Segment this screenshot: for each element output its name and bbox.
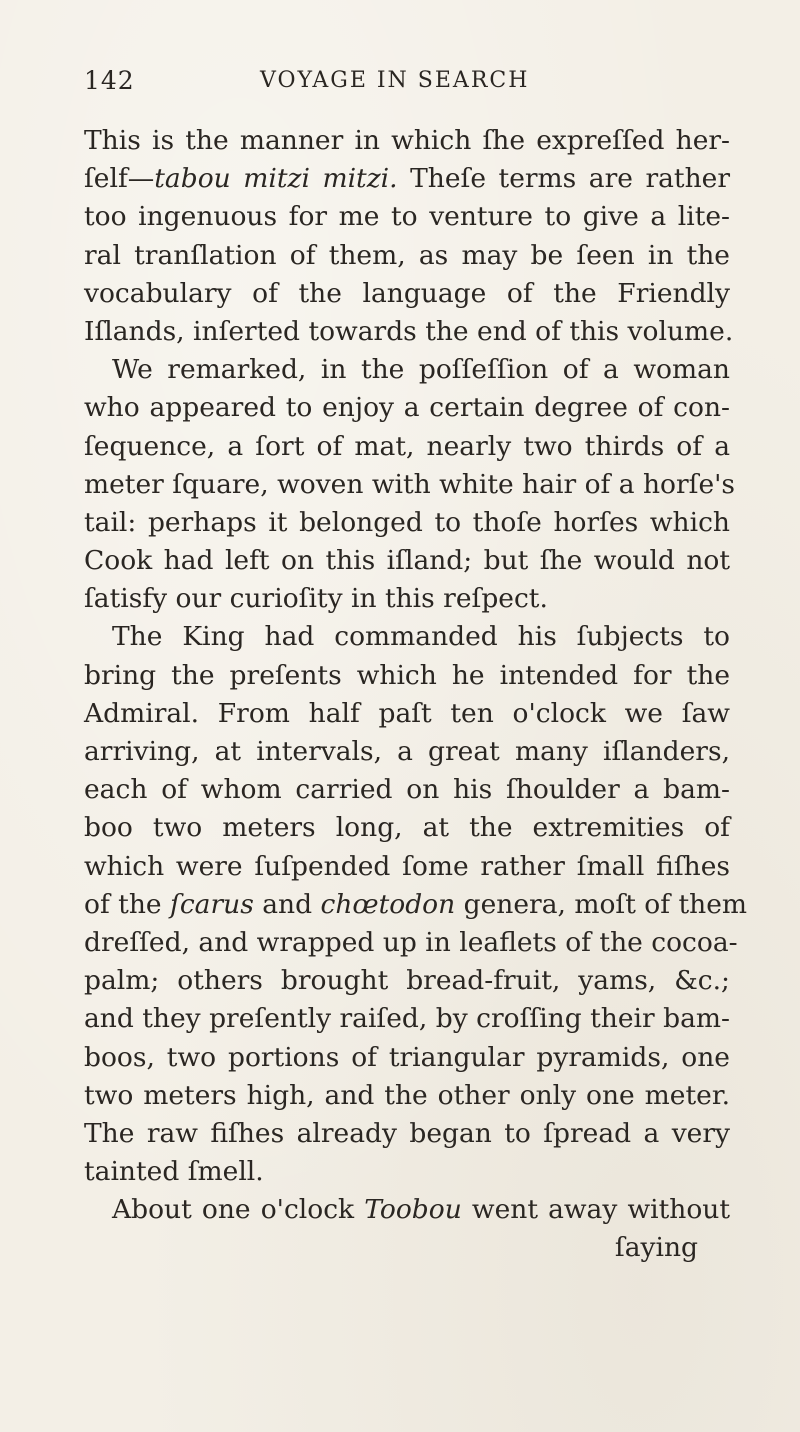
text-line-23: palm; others brought bread-fruit, yams, &c.; xyxy=(84,965,730,997)
text-line-8: who appeared to enjoy a certain degree of con- xyxy=(84,392,730,424)
text-line-25: boos, two portions of triangular pyramids, one xyxy=(84,1041,730,1073)
text-line-4: ral tranſlation of them, as may be ſeen in the xyxy=(84,239,730,271)
text-line-3: too ingenuous for me to venture to give a lite- xyxy=(84,201,730,233)
text-line-18: each of whom carried on his ſhoulder a bam- xyxy=(84,774,730,806)
text-line-11: tail: perhaps it belonged to thoſe horſes which xyxy=(84,506,730,538)
text-line-20: which were ſuſpended ſome rather ſmall fiſhes xyxy=(84,850,730,882)
body-text xyxy=(84,122,748,1268)
text-line-19: boo two meters long, at the extremities of xyxy=(84,812,730,844)
page-number: 142 xyxy=(84,66,135,95)
text-line-27: The raw fiſhes already began to ſpread a very xyxy=(84,1117,730,1149)
text-line-10: meter ſquare, woven with white hair of a horſe's xyxy=(84,468,736,500)
text-line-2: ſelf—tabou mitzi mitzi. Theſe terms are rather xyxy=(84,163,730,195)
text-line-29: About one o'clock Toobou went away without xyxy=(112,1194,730,1226)
italic-phrase: tabou mitzi mitzi. xyxy=(154,163,398,195)
text-line-26: two meters high, and the other only one meter. xyxy=(84,1079,730,1111)
text-line-14: The King had commanded his ſubjects to xyxy=(112,621,730,653)
text-line-17: arriving, at intervals, a great many iſlanders, xyxy=(84,736,730,767)
text-line-5: vocabulary of the language of the Friendly xyxy=(84,277,730,309)
text-line-12: Cook had left on this iſland; but ſhe would not xyxy=(84,545,730,577)
text-line-1: This is the manner in which ſhe expreſſed her- xyxy=(84,125,730,156)
text-line-22: dreſſed, and wrapped up in leaflets of the cocoa- xyxy=(84,926,738,958)
text-line-7: We remarked, in the poſſeſſion of a woman xyxy=(112,354,730,386)
text-line-9: ſequence, a ſort of mat, nearly two thirds of a xyxy=(84,430,730,462)
text-line-6: Iſlands, inſerted towards the end of this volume. xyxy=(84,315,734,347)
text-line-16: Admiral. From half paſt ten o'clock we ſaw xyxy=(84,697,730,729)
running-title: VOYAGE IN SEARCH xyxy=(260,68,530,93)
italic-name-toobou: Toobou xyxy=(364,1194,462,1226)
italic-genus-scarus: ſcarus xyxy=(170,888,254,920)
running-head xyxy=(84,66,724,106)
catchword: ſaying xyxy=(614,1232,698,1264)
text-line-15: bring the preſents which he intended for the xyxy=(84,659,730,691)
text-line-21: of the ſcarus and chœtodon genera, moſt of them xyxy=(84,888,748,920)
text-line-28: tainted ſmell. xyxy=(84,1156,264,1188)
text-line-13: ſatisfy our curioſity in this reſpect. xyxy=(84,583,548,615)
italic-genus-chaetodon: chœtodon xyxy=(320,888,456,920)
text-line-24: and they preſently raiſed, by croſſing their bam- xyxy=(84,1003,730,1035)
